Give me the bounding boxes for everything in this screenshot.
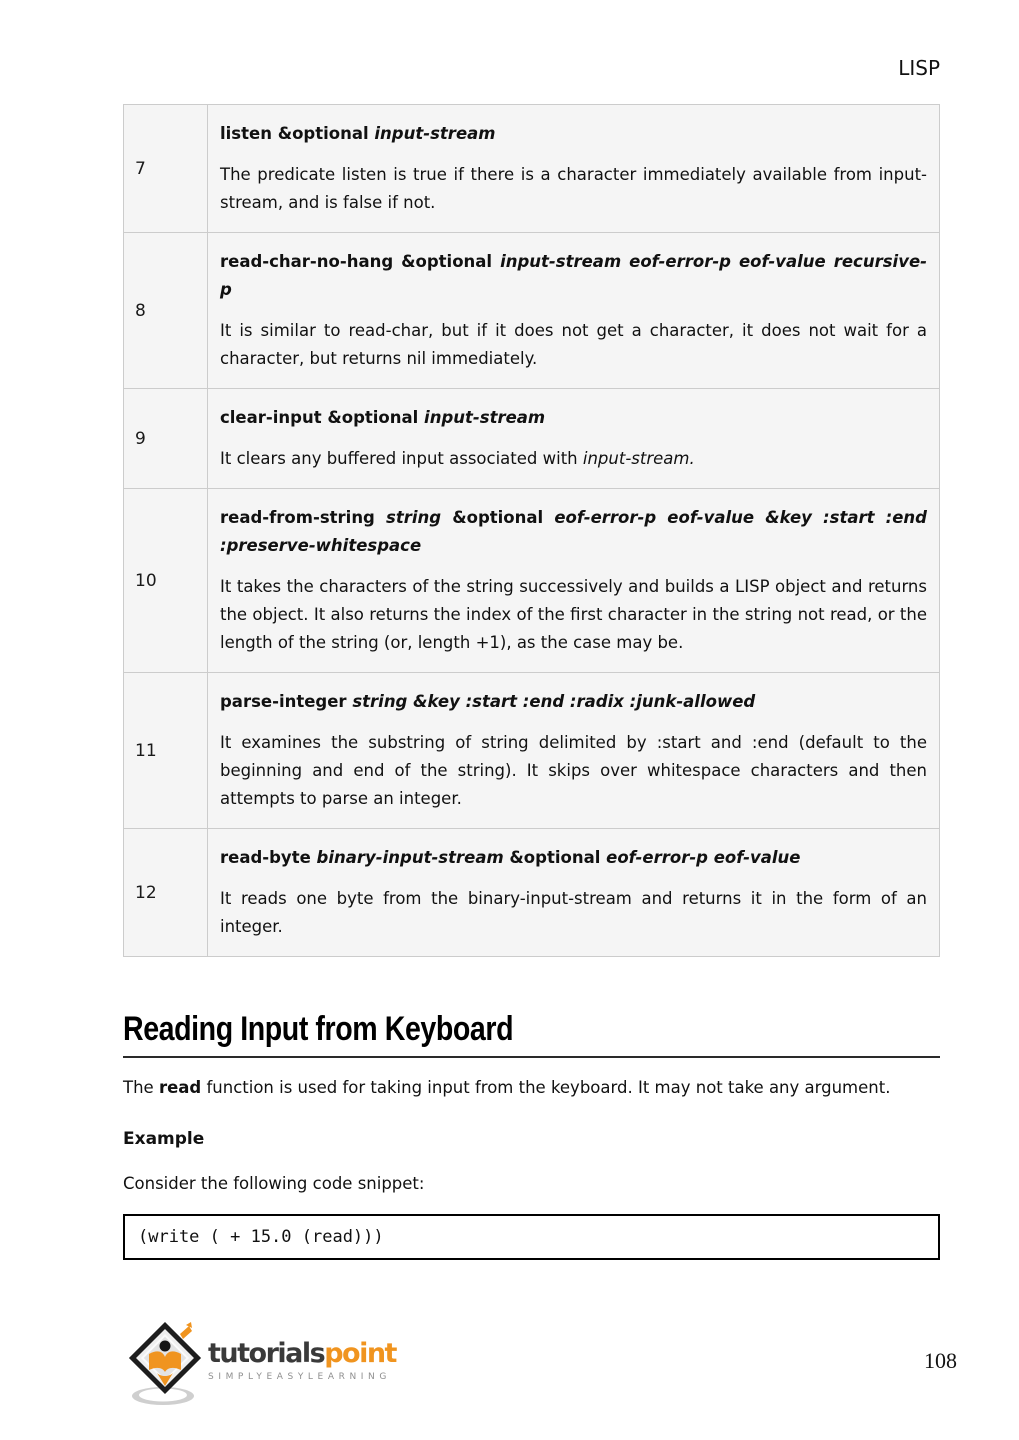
row-number: 8 <box>124 233 208 389</box>
functions-table <box>123 104 940 957</box>
table-row <box>124 673 940 829</box>
text-segment: read-from-string <box>220 508 387 527</box>
text-segment: The <box>123 1078 159 1097</box>
text-segment: clear-input &optional <box>220 408 425 427</box>
text-segment: read-byte <box>220 848 317 867</box>
function-signature <box>220 844 927 872</box>
row-content <box>208 233 940 389</box>
text-segment: parse-integer <box>220 692 353 711</box>
text-segment: string &key :start :end :radix :junk-allowed <box>352 692 756 711</box>
table-row <box>124 389 940 489</box>
functions-table-body <box>124 105 940 957</box>
text-segment: function is used for taking input from the keyboard. It may not take any argument. <box>201 1078 891 1097</box>
function-description <box>220 445 927 473</box>
text-segment: input-stream eof-error-p eof-value recursive-p <box>220 252 927 299</box>
table-row <box>124 105 940 233</box>
example-heading: Example <box>123 1129 205 1149</box>
row-content <box>208 389 940 489</box>
table-row <box>124 829 940 957</box>
text-segment: input-stream <box>424 408 546 427</box>
intro-paragraph <box>123 1073 940 1102</box>
function-description <box>220 885 927 941</box>
function-description <box>220 573 927 657</box>
text-segment: &optional <box>503 848 607 867</box>
text-segment: read-char-no-hang &optional <box>220 252 501 271</box>
logo-word-tutorials: tutorials <box>208 1338 325 1369</box>
page-number: 108 <box>924 1348 957 1373</box>
function-signature <box>220 504 927 560</box>
text-segment: string <box>386 508 442 527</box>
function-signature <box>220 688 927 716</box>
text-segment: binary-input-stream <box>316 848 504 867</box>
text-segment: eof-error-p eof-value &key :start :end :preserve-whitespace <box>220 508 927 555</box>
row-number: 12 <box>124 829 208 957</box>
logo-word-point: point <box>324 1338 396 1369</box>
row-content <box>208 489 940 673</box>
document-header-label: LISP <box>898 56 940 80</box>
function-signature <box>220 404 927 432</box>
text-segment: It is similar to read-char, but if it does not get a character, it does not wait for a character, but returns nil immediately. <box>220 321 927 368</box>
function-signature <box>220 248 927 304</box>
function-description <box>220 317 927 373</box>
text-segment: It reads one byte from the binary-input-stream and returns it in the form of an integer. <box>220 889 927 936</box>
tutorialspoint-logo-icon <box>128 1318 202 1408</box>
section-title-rule <box>123 1010 940 1058</box>
row-content <box>208 673 940 829</box>
code-snippet-text: (write ( + 15.0 (read))) <box>138 1227 384 1247</box>
row-content <box>208 829 940 957</box>
row-number: 10 <box>124 489 208 673</box>
function-signature <box>220 120 927 148</box>
logo-tagline: SIMPLYEASYLEARNING <box>208 1372 391 1382</box>
table-row <box>124 489 940 673</box>
text-segment: &optional <box>441 508 555 527</box>
section-reading-input <box>123 1010 940 1260</box>
table-row <box>124 233 940 389</box>
text-segment: listen &optional <box>220 124 375 143</box>
tutorialspoint-logo <box>128 1318 396 1408</box>
text-segment: read <box>158 1078 202 1097</box>
code-snippet-box <box>123 1214 940 1260</box>
text-segment: input-stream <box>374 124 496 143</box>
row-number: 7 <box>124 105 208 233</box>
row-number: 11 <box>124 673 208 829</box>
text-segment: It clears any buffered input associated with <box>220 449 583 468</box>
function-description <box>220 729 927 813</box>
text-segment: input-stream. <box>582 449 695 468</box>
logo-wordmark <box>208 1338 396 1369</box>
row-content <box>208 105 940 233</box>
text-segment: It examines the substring of string delimited by :start and :end (default to the beginning and end of the string). It skips over whitespace characters and then attempts to parse an integer. <box>220 733 927 808</box>
text-segment: The predicate listen is true if there is a character immediately available from input-stream, and is false if not. <box>220 165 927 212</box>
text-segment: eof-error-p eof-value <box>606 848 801 867</box>
text-segment: It takes the characters of the string successively and builds a LISP object and returns the object. It also returns the index of the first character in the string not read, or the length of the string (or, length +1), as the case may be. <box>220 577 927 652</box>
logo-text-block <box>208 1338 396 1382</box>
row-number: 9 <box>124 389 208 489</box>
section-title: Reading Input from Keyboard <box>123 1010 514 1048</box>
functions-table-wrapper <box>123 104 940 957</box>
function-description <box>220 161 927 217</box>
example-intro-text: Consider the following code snippet: <box>123 1174 425 1193</box>
